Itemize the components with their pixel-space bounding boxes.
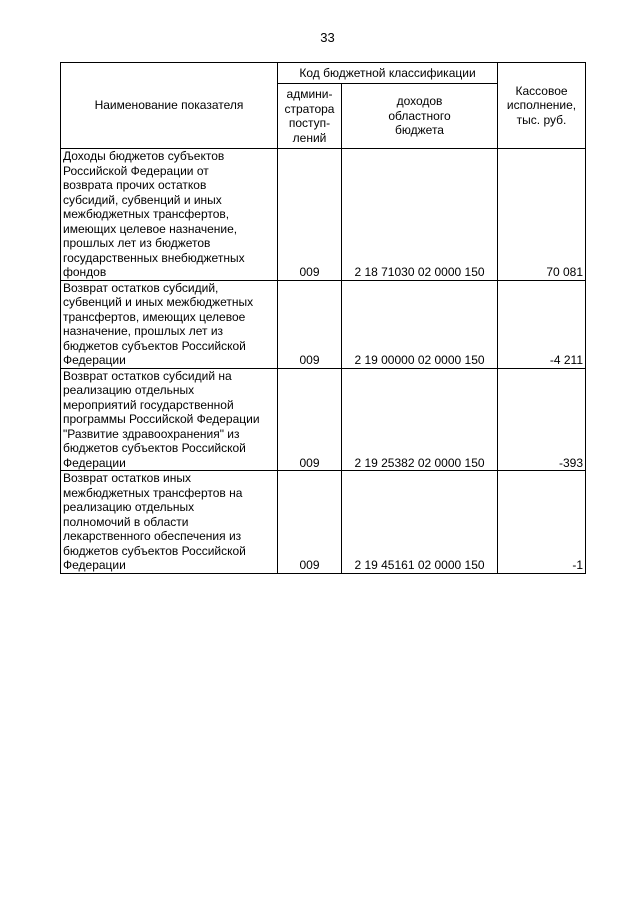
table-row: [61, 368, 586, 471]
row-amount: 70 081: [498, 149, 586, 281]
row-code: 2 19 25382 02 0000 150: [342, 368, 498, 471]
row-code: 2 19 45161 02 0000 150: [342, 471, 498, 574]
row-administrator: 009: [278, 368, 342, 471]
row-administrator: 009: [278, 471, 342, 574]
row-code: 2 19 00000 02 0000 150: [342, 280, 498, 368]
row-code: 2 18 71030 02 0000 150: [342, 149, 498, 281]
header-administrator: админи- стратора поступ- лений: [278, 84, 342, 149]
budget-table: [60, 62, 586, 574]
header-amount: Кассовое исполнение, тыс. руб.: [498, 63, 586, 149]
header-classification: Код бюджетной классификации: [278, 63, 498, 84]
header-name: Наименование показателя: [61, 63, 278, 149]
row-amount: -4 211: [498, 280, 586, 368]
row-name: Возврат остатков иных межбюджетных трансфертов на реализацию отдельных полномочий в области лекарственного обеспечения из бюджетов субъектов Российской Федерации: [61, 471, 278, 574]
header-row: [61, 63, 586, 84]
row-administrator: 009: [278, 280, 342, 368]
row-administrator: 009: [278, 149, 342, 281]
table-row: [61, 149, 586, 281]
table-row: [61, 471, 586, 574]
row-amount: -1: [498, 471, 586, 574]
header-revenue: доходов областного бюджета: [342, 84, 498, 149]
row-amount: -393: [498, 368, 586, 471]
row-name: Возврат остатков субсидий на реализацию отдельных мероприятий государственной программы Российской Федерации "Развитие здравоохранения" из бюджетов субъектов Российской Федерации: [61, 368, 278, 471]
table-row: [61, 280, 586, 368]
row-name: Возврат остатков субсидий, субвенций и иных межбюджетных трансфертов, имеющих целевое назначение, прошлых лет из бюджетов субъектов Российской Федерации: [61, 280, 278, 368]
page-number: 33: [320, 30, 335, 45]
row-name: Доходы бюджетов субъектов Российской Федерации от возврата прочих остатков субсидий, субвенций и иных межбюджетных трансфертов, имеющих целевое назначение, прошлых лет из бюджетов государственных внебюджетных фондов: [61, 149, 278, 281]
